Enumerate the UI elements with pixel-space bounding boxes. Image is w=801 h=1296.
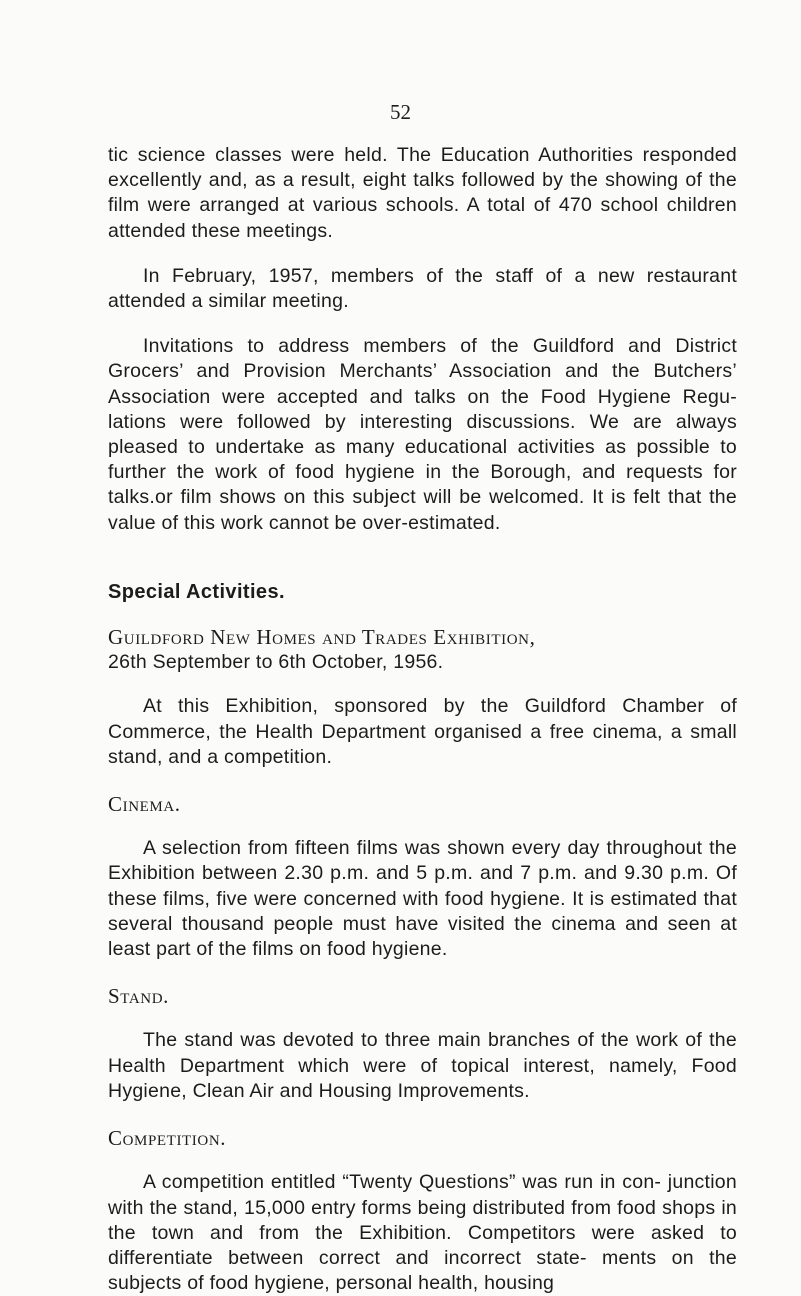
cinema-heading: Cinema. xyxy=(108,792,181,817)
paragraph-restaurant-staff: In February, 1957, members of the staff of a new restaurant attended a similar meeting. xyxy=(108,264,737,313)
exhibition-dates: 26th September to 6th October, 1956. xyxy=(108,651,444,674)
stand-heading: Stand. xyxy=(108,984,169,1009)
paragraph-exhibition: At this Exhibition, sponsored by the Guildford Chamber of Commerce, the Health Department organised a free cinema, a small stand, and a competition. xyxy=(108,695,737,768)
exhibition-title: Guildford New Homes and Trades Exhibition, xyxy=(108,625,536,650)
paragraph-school-talks: tic science classes were held. The Education Authorities responded excellently and, as a result, eight talks followed by the showing of the film were arranged at various schools. A total of 470 school children attended these meetings. xyxy=(108,144,737,242)
paragraph-stand: The stand was devoted to three main branches of the work of the Health Department which were of topical interest, namely, Food Hygiene, Clean Air and Housing Improvements. xyxy=(108,1029,737,1102)
paragraph-invitations: Invitations to address members of the Guildford and District Grocers’ and Provision Merchants’ Association and the Butchers’ Association were accepted and talks on the Food Hygiene Regu- lations were followed by interesting discussions. We are always pleased to undertake as many educational activities as possible to further the work of food hygiene in the Borough, and requests for talks.or film shows on this subject will be welcomed. It is felt that the value of this work cannot be over-estimated. xyxy=(108,335,737,534)
page-body xyxy=(108,143,737,1296)
page-number: 52 xyxy=(390,100,411,124)
special-activities-heading: Special Activities. xyxy=(108,580,285,603)
paragraph-cinema: A selection from fifteen films was shown every day throughout the Exhibition between 2.30 p.m. and 5 p.m. and 7 p.m. and 9.30 p.m. Of these films, five were concerned with food hygiene. It is estimated that several thousand people must have visited the cinema and seen at least part of the films on food hygiene. xyxy=(108,837,737,961)
paragraph-competition: A competition entitled “Twenty Questions” was run in con- junction with the stand, 15,000 entry forms being distributed from food shops in the town and from the Exhibition. Competitors were asked to differentiate between correct and incorrect state- ments on the subjects of food hygiene, personal health, housing xyxy=(108,1171,737,1295)
competition-heading: Competition. xyxy=(108,1126,227,1151)
